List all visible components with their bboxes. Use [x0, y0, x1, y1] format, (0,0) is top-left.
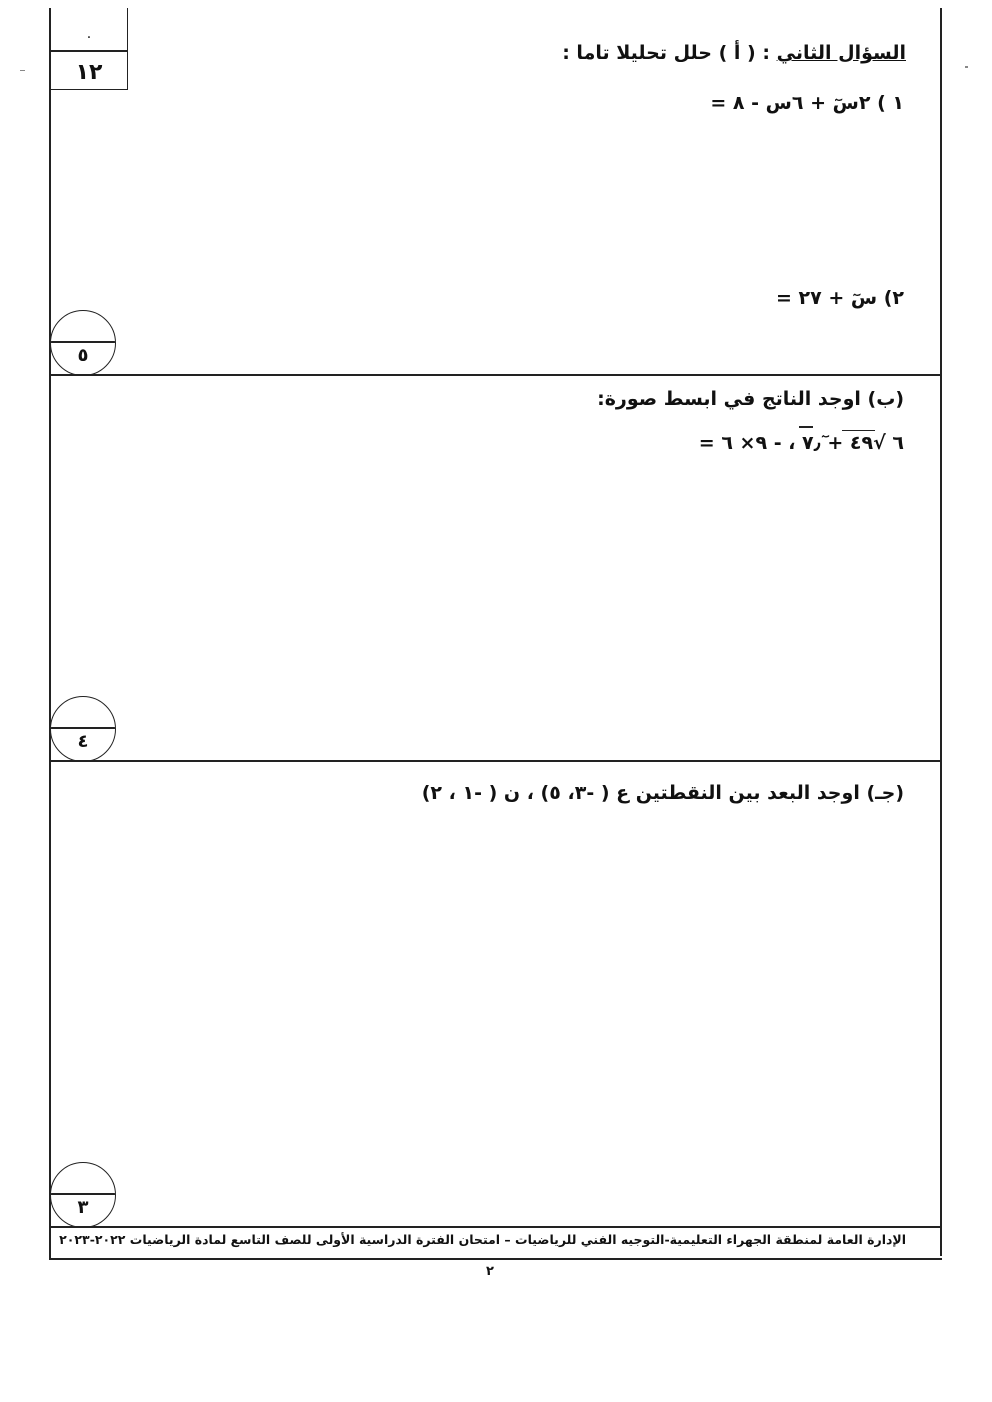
part-c-score-circle — [50, 1162, 116, 1228]
part-c-label: (جـ) اوجد البعد بين النقطتين ع ( -٣، ٥) ، ن ( -١ ، ٢) — [421, 782, 904, 804]
part-a-score-circle — [50, 310, 116, 376]
frame-right-border — [940, 8, 942, 1256]
section-divider-a — [49, 374, 942, 376]
total-grade-box — [50, 8, 128, 90]
part-b-score: ٤ — [77, 731, 89, 752]
score-circle-divider — [51, 727, 115, 729]
frame-bottom-border — [49, 1258, 942, 1260]
question-two-heading — [562, 42, 906, 64]
footer-text: الإدارة العامة لمنطقة الجهراء التعليمية-التوجيه الفني للرياضيات – امتحان الفترة الدراسية الأولى للصف التاسع لمادة الرياضيات ٢٠٢٢-٢٠٢٣ — [59, 1232, 906, 1247]
part-b-label: (ب) اوجد الناتج في ابسط صورة: — [597, 388, 904, 410]
radical-vinculum — [842, 430, 875, 431]
frame-left-border — [49, 8, 51, 1260]
question-two-title: السؤال الثاني — [776, 42, 906, 64]
score-circle-divider — [51, 341, 115, 343]
section-divider-b — [49, 760, 942, 762]
scan-mark — [20, 70, 25, 71]
part-b-expression: ٦ √٤٩ + ٧٫ٓ ، - ٩× ٦ = — [698, 432, 904, 454]
part-a-label: ( أ ) حلل تحليلا تاما : — [562, 42, 756, 64]
page-number: ٢ — [486, 1264, 494, 1279]
score-circle-divider — [51, 1193, 115, 1195]
question-two-colon: : — [762, 42, 770, 64]
part-a-item-2: ٢) سٓ + ٢٧ = — [775, 287, 904, 309]
grade-box-total: ١٢ — [75, 60, 103, 85]
footer-divider — [49, 1226, 942, 1228]
repeating-decimal-bar — [799, 426, 813, 428]
part-c-score: ٣ — [77, 1197, 89, 1218]
scan-mark — [965, 66, 968, 68]
grade-box-divider — [51, 50, 127, 52]
part-a-score: ٥ — [77, 345, 89, 366]
part-b-score-circle — [50, 696, 116, 762]
part-a-item-1: ١ ) ٢سٓ + ٦س - ٨ = — [710, 92, 904, 114]
grade-box-top-value: . — [86, 26, 92, 42]
